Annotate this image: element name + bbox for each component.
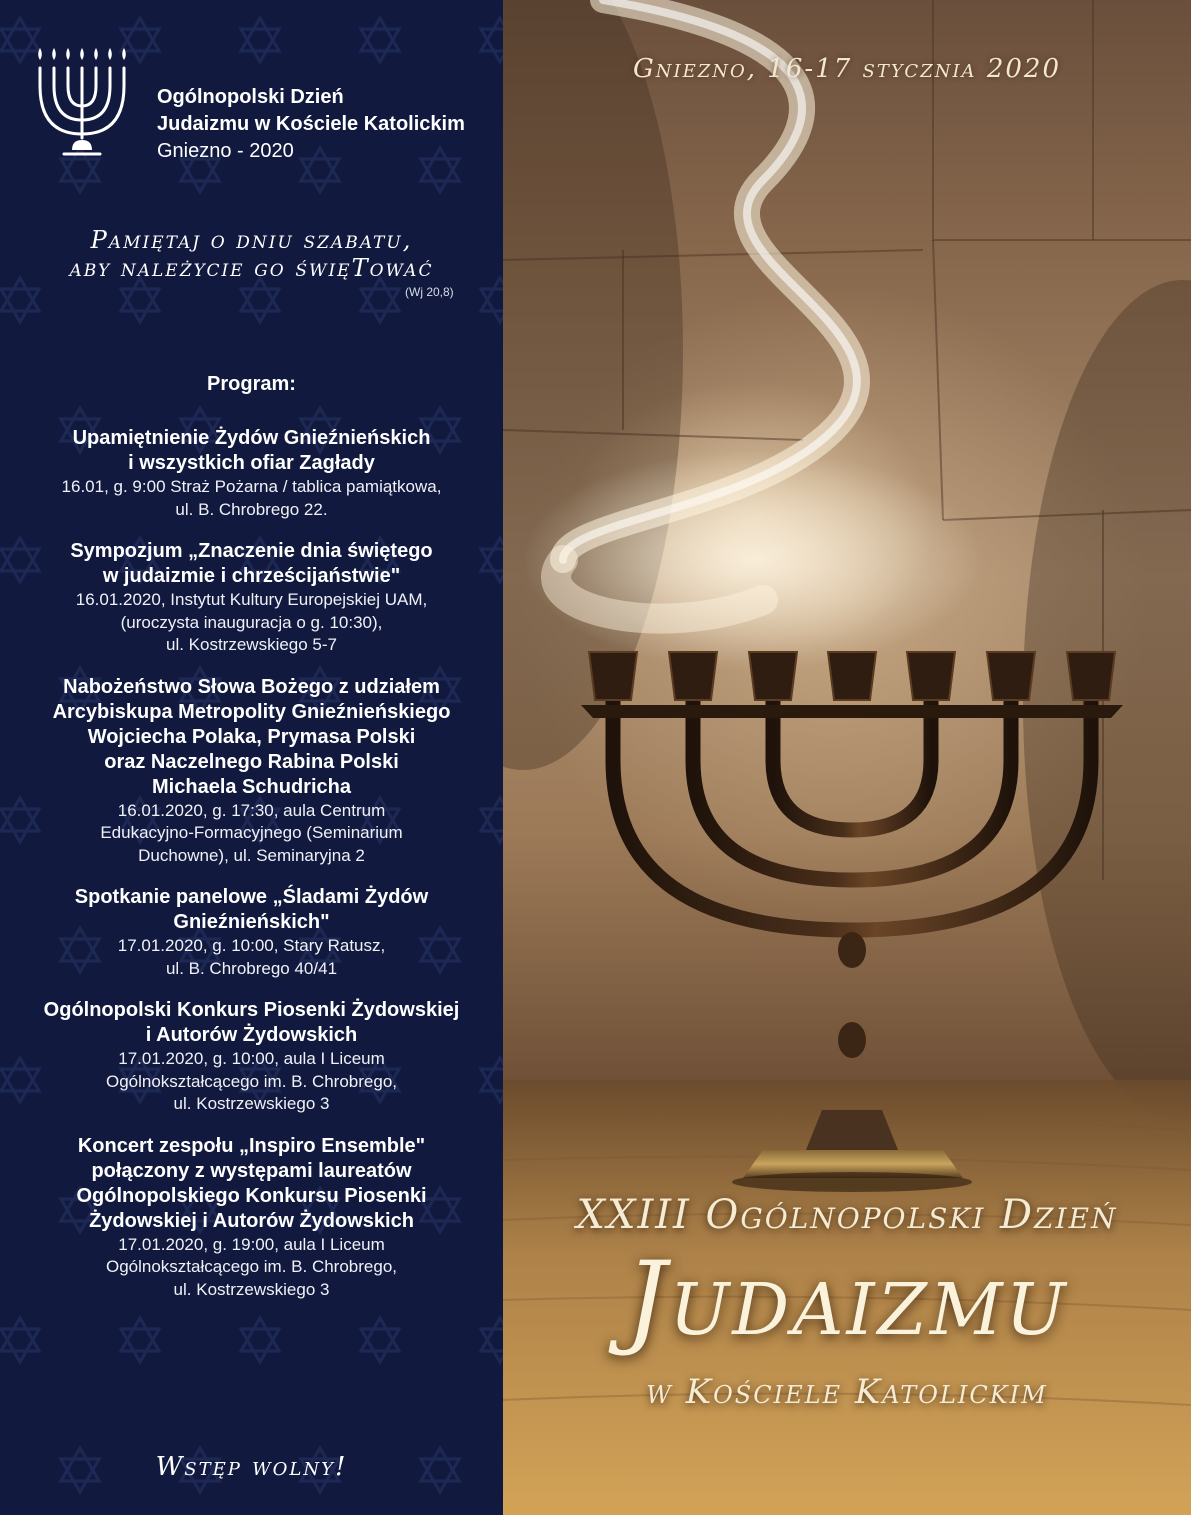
event-detail-line: 16.01, g. 9:00 Straż Pożarna / tablica pamiątkowa,: [61, 477, 442, 496]
program-event: [0, 998, 503, 1116]
star-of-david-icon: [481, 278, 503, 322]
organizer-block: [157, 84, 497, 165]
poster-artwork: [503, 0, 1191, 1515]
event-detail-line: Edukacyjno-Formacyjnego (Seminarium: [100, 823, 403, 842]
program-heading: Program:: [207, 373, 296, 395]
event-detail-line: Ogólnokształcącego im. B. Chrobrego,: [105, 1257, 398, 1276]
menorah-logo-icon: [34, 46, 142, 160]
star-of-david-icon: [361, 18, 399, 62]
event-title-line: Sympozjum „Znaczenie dnia świętego: [70, 540, 433, 562]
event-detail-line: Duchowne), ul. Seminaryjna 2: [138, 845, 365, 865]
star-of-david-icon: [1, 278, 39, 322]
star-of-david-icon: [121, 1318, 159, 1362]
event-detail-line: 17.01.2020, g. 10:00, aula I Liceum: [118, 1049, 385, 1068]
motto-line2: aby należycie go święTować: [69, 254, 434, 282]
star-of-david-icon: [241, 278, 279, 322]
event-title-line: oraz Naczelnego Rabina Polski: [104, 750, 399, 773]
program-event: [0, 675, 503, 868]
star-of-david-icon: [121, 278, 159, 322]
event-detail-line: ul. B. Chrobrego 40/41: [165, 958, 338, 978]
event-detail-line: (uroczysta inauguracja o g. 10:30),: [120, 612, 383, 632]
event-title-line: i wszystkich ofiar Zagłady: [128, 452, 375, 474]
org-name-line2: Judaizmu w Kościele Katolickim: [157, 113, 465, 135]
poster-title-top: XXIII Ogólnopolski Dzień: [576, 1192, 1118, 1238]
event-title-line: połączony z występami laureatów: [91, 1159, 412, 1182]
event-title-line: Arcybiskupa Metropolity Gnieźnieńskiego: [52, 700, 451, 723]
star-of-david-icon: [241, 18, 279, 62]
event-title-line: Ogólnopolski Konkurs Piosenki Żydowskiej: [43, 999, 460, 1021]
event-detail-line: 17.01.2020, g. 10:00, Stary Ratusz,: [117, 936, 386, 955]
event-detail-line: ul. B. Chrobrego 22.: [175, 499, 328, 519]
event-title-line: Ogólnopolskiego Konkursu Piosenki: [76, 1184, 427, 1207]
program-panel: [0, 0, 503, 1515]
event-title-line: Gnieźnieńskich": [173, 911, 330, 933]
event-title-line: Michaela Schudricha: [152, 775, 351, 798]
program-event: [0, 539, 503, 657]
event-detail-line: ul. Kostrzewskiego 3: [173, 1279, 330, 1299]
free-entry-note: Wstęp wolny!: [155, 1452, 348, 1482]
org-name-line1: Ogólnopolski Dzień: [157, 86, 344, 108]
event-title-line: Nabożeństwo Słowa Bożego z udziałem: [63, 675, 440, 698]
event-detail-line: ul. Kostrzewskiego 5-7: [165, 635, 338, 654]
star-of-david-icon: [481, 1318, 503, 1362]
poster-title-bottom: w Kościele Katolickim: [646, 1372, 1048, 1412]
event-title-line: Spotkanie panelowe „Śladami Żydów: [74, 886, 429, 908]
event-title-line: Upamiętnienie Żydów Gnieźnieńskich: [72, 427, 431, 449]
event-detail-line: Ogólnokształcącego im. B. Chrobrego,: [105, 1071, 398, 1091]
sabbath-motto: [0, 226, 503, 282]
event-detail-line: ul. Kostrzewskiego 3: [173, 1094, 330, 1113]
event-title-line: i Autorów Żydowskich: [145, 1024, 358, 1046]
event-detail-line: 17.01.2020, g. 19:00, aula I Liceum: [118, 1234, 385, 1254]
star-of-david-icon: [241, 1318, 279, 1362]
program-event: [0, 426, 503, 521]
star-of-david-icon: [361, 1318, 399, 1362]
event-detail-line: 16.01.2020, g. 17:30, aula Centrum: [117, 800, 386, 820]
event-title-line: w judaizmie i chrześcijaństwie": [102, 565, 401, 587]
org-location-year: Gniezno - 2020: [157, 140, 294, 162]
event-detail-line: 16.01.2020, Instytut Kultury Europejskiej UAM,: [75, 590, 428, 609]
event-date-line: Gniezno, 16-17 stycznia 2020: [632, 54, 1061, 84]
event-title-line: Koncert zespołu „Inspiro Ensemble": [77, 1134, 426, 1157]
program-event-list: [0, 426, 503, 1319]
star-of-david-icon: [361, 278, 399, 322]
star-of-david-icon: [1, 1318, 39, 1362]
motto-line1: Pamiętaj o dniu szabatu,: [90, 226, 413, 254]
star-of-david-icon: [481, 18, 503, 62]
motto-reference: (Wj 20,8): [405, 285, 454, 299]
program-event: [0, 885, 503, 980]
event-title-line: Żydowskiej i Autorów Żydowskich: [89, 1209, 414, 1232]
poster-title-main: Judaizmu: [625, 1240, 1069, 1359]
event-title-line: Wojciecha Polaka, Prymasa Polski: [87, 725, 416, 748]
program-event: [0, 1134, 503, 1302]
